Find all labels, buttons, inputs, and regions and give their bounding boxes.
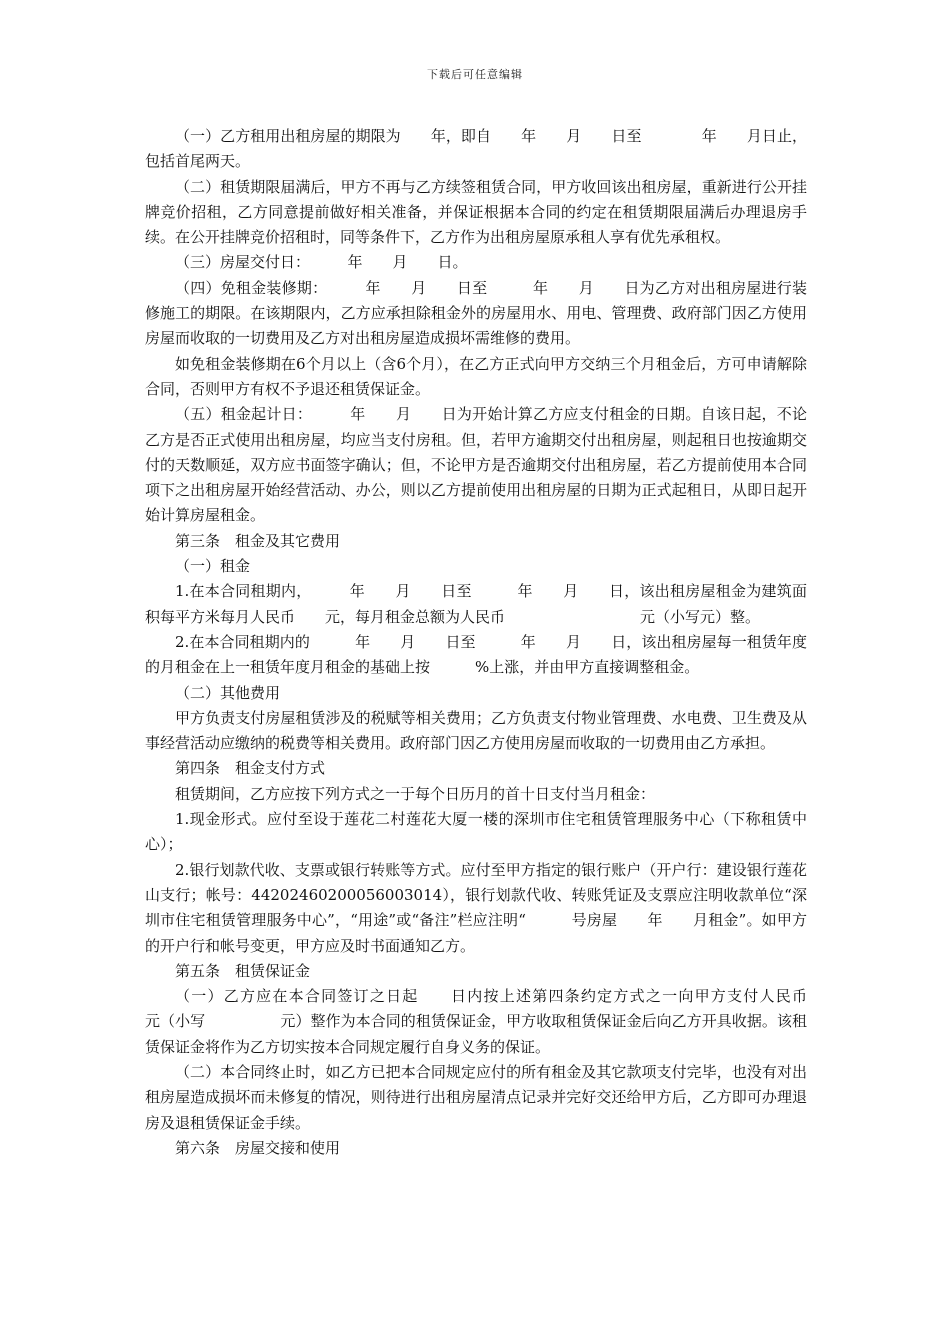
section-heading: （二）其他费用 <box>175 683 281 702</box>
article-heading: 第五条 租赁保证金 <box>175 961 311 980</box>
clause-paragraph: （一）乙方租用出租房屋的期限为 年，即自 年 月 日至 年 月日止，包括首尾两天。 <box>145 127 807 171</box>
section-heading: （一）租金 <box>175 557 251 576</box>
clause-paragraph: 2.在本合同租期内的 年 月 日至 年 月 日，该出租房屋每一租赁年度的月租金在上一租赁年度月租金的基础上按 %上涨，并由甲方直接调整租金。 <box>145 632 807 677</box>
page-header: 下载后可任意编辑 <box>427 68 523 81</box>
clause-paragraph: （一）乙方应在本合同签订之日起 日内按上述第四条约定方式之一向甲方支付人民币 元（小写 元）整作为本合同的租赁保证金，甲方收取租赁保证金后向乙方开具收据。该租赁保证金将作为乙方切实按本合同规定履行自身义务的保证。 <box>145 987 913 1056</box>
clause-paragraph: 如免租金装修期在6个月以上（含6个月），在乙方正式向甲方交纳三个月租金后，方可申请解除合同，否则甲方有权不予退还租赁保证金。 <box>145 354 807 398</box>
clause-paragraph: （四）免租金装修期： 年 月 日至 年 月 日为乙方对出租房屋进行装修施工的期限。在该期限内，乙方应承担除租金外的房屋用水、用电、管理费、政府部门因乙方使用房屋而收取的一切费用及乙方对出租房屋造成损坏需维修的费用。 <box>145 278 807 348</box>
article-heading: 第六条 房屋交接和使用 <box>175 1138 341 1157</box>
clause-paragraph: 1.在本合同租期内， 年 月 日至 年 月 日，该出租房屋租金为建筑面积每平方米每月人民币 元，每月租金总额为人民币 元（小写元）整。 <box>145 582 807 626</box>
clause-paragraph: 1.现金形式。应付至设于莲花二村莲花大厦一楼的深圳市住宅租赁管理服务中心（下称租赁中心）； <box>145 810 807 854</box>
clause-paragraph: 甲方负责支付房屋租赁涉及的税赋等相关费用；乙方负责支付物业管理费、水电费、卫生费及从事经营活动应缴纳的税费等相关费用。政府部门因乙方使用房屋而收取的一切费用由乙方承担。 <box>145 708 807 753</box>
clause-paragraph: 租赁期间，乙方应按下列方式之一于每个日历月的首十日支付当月租金： <box>175 784 656 803</box>
clause-paragraph: 2.银行划款代收、支票或银行转账等方式。应付至甲方指定的银行账户（开户行：建设银行莲花山支行；帐号：44202460200056003014），银行划款代收、转账凭证及支票应注明收款单位“深圳市住宅租赁管理服务中心”，“用途”或“备注”栏应注明“ 号房屋 年 月租金”。如甲方的开户行和帐号变更，甲方应及时书面通知乙方。 <box>145 860 807 955</box>
clause-paragraph: （五）租金起计日： 年 月 日为开始计算乙方应支付租金的日期。自该日起，不论乙方是否正式使用出租房屋，均应当支付房租。但，若甲方逾期交付出租房屋，则起租日也按逾期交付的天数顺延，双方应书面签字确认；但，不论甲方是否逾期交付出租房屋，若乙方提前使用本合同项下之出租房屋开始经营活动、办公，则以乙方提前使用出租房屋的日期为正式起租日，从即日起开始计算房屋租金。 <box>145 405 807 525</box>
article-heading: 第四条 租金支付方式 <box>175 759 326 778</box>
clause-paragraph: （三）房屋交付日： 年 月 日。 <box>175 253 468 272</box>
contract-body <box>145 124 913 1161</box>
article-heading: 第三条 租金及其它费用 <box>175 531 341 550</box>
clause-paragraph: （二）租赁期限届满后，甲方不再与乙方续签租赁合同，甲方收回该出租房屋，重新进行公开挂牌竞价招租，乙方同意提前做好相关准备，并保证根据本合同的约定在租赁期限届满后办理退房手续。在公开挂牌竞价招租时，同等条件下，乙方作为出租房屋原承租人享有优先承租权。 <box>145 177 807 247</box>
clause-paragraph: （二）本合同终止时，如乙方已把本合同规定应付的所有租金及其它款项支付完毕，也没有对出租房屋造成损坏而未修复的情况，则待进行出租房屋清点记录并完好交还给甲方后，乙方即可办理退房及退租赁保证金手续。 <box>145 1062 807 1132</box>
